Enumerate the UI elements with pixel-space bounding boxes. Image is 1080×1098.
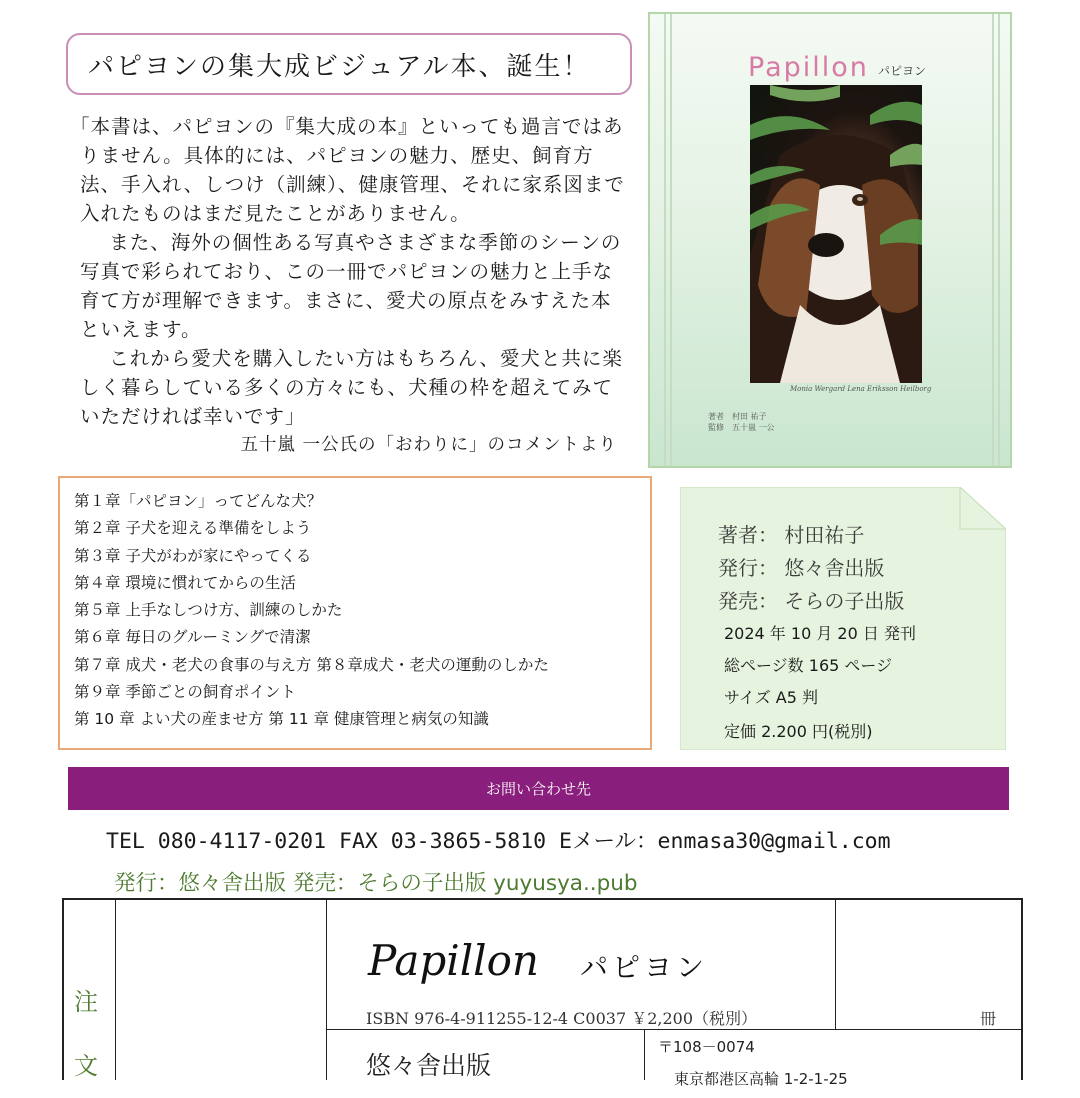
dog-photo-illustration: [750, 85, 922, 383]
order-form: [62, 898, 1023, 1098]
quote-paragraph-1: 「本書は、パピヨンの『集大成の本』といっても過言ではありません。具体的には、パピヨンの魅力、歴史、飼育方法、手入れ、しつけ（訓練）、健康管理、それに家系図まで入れたものはまだ見たことがありません。: [70, 115, 625, 225]
form-divider: [115, 898, 116, 1080]
quote-block: [70, 112, 625, 460]
detail-pages: 総ページ数 165 ページ: [724, 656, 893, 675]
quote-paragraph-3: これから愛犬を購入したい方はもちろん、愛犬と共に楽しく暮らしている多くの方々にも、犬種の枠を超えてみていただければ幸いです」: [80, 347, 623, 428]
cover-credit-author: 著者 村田 祐子: [708, 412, 767, 421]
book-details-panel: [680, 487, 1006, 750]
form-border: [1021, 898, 1023, 1080]
order-isbn-line: ISBN 976-4-911255-12-4 C0037 ￥2,200（税別）: [366, 1009, 758, 1028]
detail-price: 定価 2.200 円(税別): [724, 722, 873, 741]
form-border: [62, 898, 1023, 900]
cover-credit-supervisor: 監修 五十嵐 一公: [708, 423, 775, 432]
order-book-title: Papillon: [368, 936, 539, 985]
detail-author: 著者： 村田祐子: [718, 523, 865, 547]
cover-subtitle: パピヨン: [878, 64, 927, 78]
order-book-title-kana: パピヨン: [580, 951, 709, 984]
form-divider: [326, 1029, 1023, 1030]
form-divider: [644, 1030, 645, 1080]
form-divider: [326, 898, 327, 1080]
cover-dog-photo: [750, 85, 922, 383]
detail-date: 2024 年 10 月 20 日 発刊: [724, 624, 916, 643]
headline-text: パピヨンの集大成ビジュアル本、誕生！: [88, 51, 591, 82]
cover-authors: Monia Wergard Lena Eriksson Heilborg: [790, 385, 932, 393]
quote-source: 五十嵐 一公氏の「おわりに」のコメントより: [240, 435, 617, 455]
cover-stripe: [670, 14, 672, 466]
detail-distributor: 発売： そらの子出版: [718, 589, 905, 613]
contact-bar-label: お問い合わせ先: [485, 780, 591, 798]
form-divider: [835, 898, 836, 1030]
contact-publisher-line: 発行：悠々舎出版 発売：そらの子出版 yuyusya..pub: [114, 871, 638, 896]
chapter-item: 第２章 子犬を迎える準備をしよう: [74, 519, 312, 538]
contact-bar: [68, 767, 1009, 810]
chapter-item: 第９章 季節ごとの飼育ポイント: [74, 683, 296, 702]
cover-stripe: [998, 14, 1000, 466]
order-publisher: 悠々舎出版: [366, 1051, 492, 1080]
order-address: 東京都港区高輪 1-2-1-25: [674, 1070, 848, 1088]
form-border: [62, 898, 64, 1080]
chapter-list: [58, 476, 652, 750]
chapter-item: 第 10 章 よい犬の産ませ方 第 11 章 健康管理と病気の知識: [74, 710, 489, 729]
chapter-item: 第４章 環境に慣れてからの生活: [74, 573, 296, 592]
chapter-item: 第３章 子犬がわが家にやってくる: [74, 546, 312, 565]
detail-publisher: 発行： 悠々舎出版: [718, 556, 885, 580]
order-postal-code: 〒108－0074: [658, 1038, 755, 1056]
chapter-item: 第５章 上手なしつけ方、訓練のしかた: [74, 601, 343, 620]
cover-stripe: [992, 14, 994, 466]
chapter-item: 第７章 成犬・老犬の食事の与え方 第８章成犬・老犬の運動のしかた: [74, 655, 549, 674]
chapter-item: 第６章 毎日のグルーミングで清潔: [74, 628, 311, 647]
order-side-label: 注: [74, 988, 98, 1016]
headline-box: [66, 33, 632, 95]
contact-tel-line: TEL 080-4117-0201 FAX 03-3865-5810 Eメール：enmasa30@gmail.com: [106, 829, 891, 854]
cover-stripe: [664, 14, 666, 466]
detail-size: サイズ A5 判: [724, 688, 819, 707]
chapter-item: 第１章「パピヨン」ってどんな犬？: [74, 492, 323, 510]
book-cover: [648, 12, 1012, 468]
cover-title: Papillon: [748, 52, 869, 83]
order-side-label: 文: [74, 1052, 98, 1080]
order-unit: 冊: [980, 1009, 997, 1028]
quote-paragraph-2: また、海外の個性ある写真やさまざまな季節のシーンの写真で彩られており、この一冊でパピヨンの魅力と上手な育て方が理解できます。まさに、愛犬の原点をみすえた本といえます。: [80, 231, 622, 341]
